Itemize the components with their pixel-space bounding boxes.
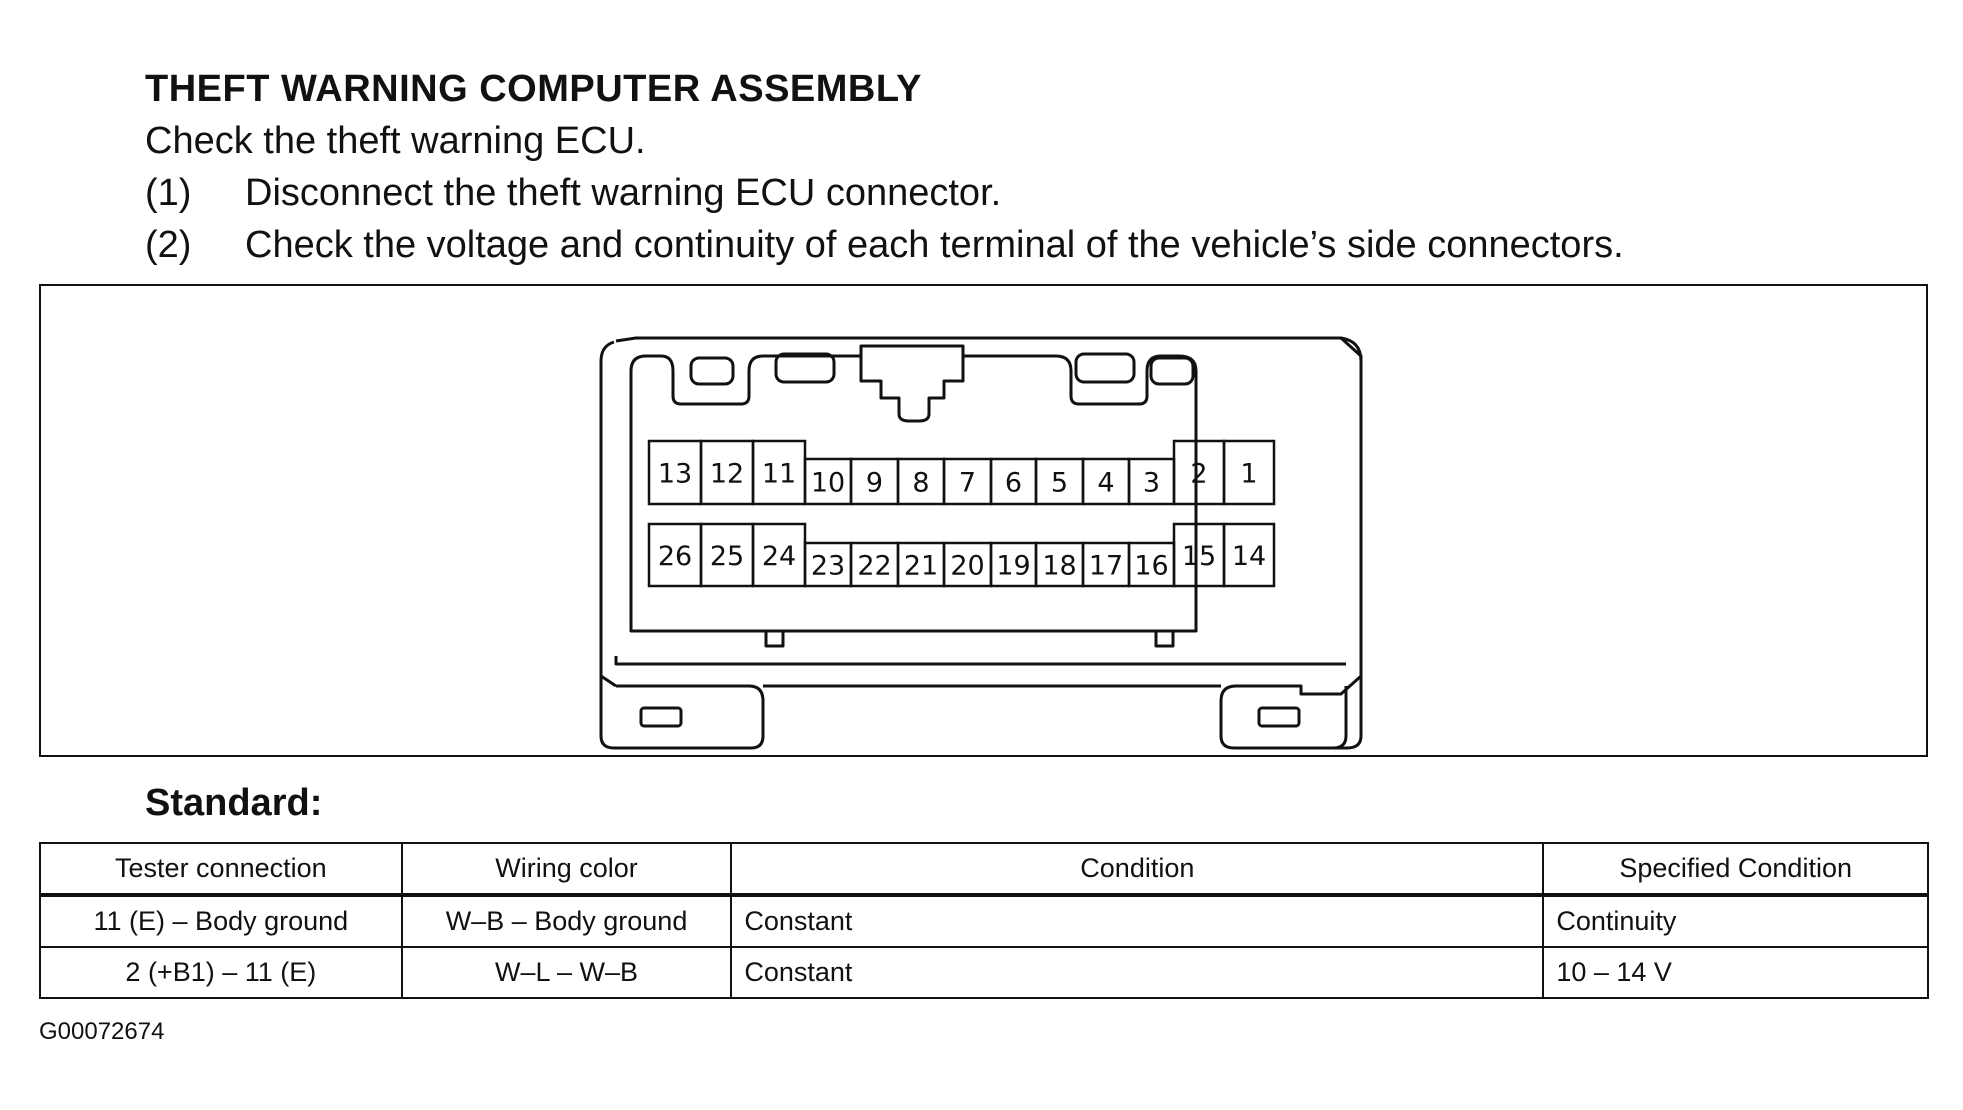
table-row <box>40 947 1928 998</box>
latch-window <box>1076 354 1134 382</box>
step-text: Check the voltage and continuity of each terminal of the vehicle’s side connectors. <box>245 224 1624 266</box>
terminal-number: 14 <box>1231 541 1267 572</box>
table-cell: Continuity <box>1543 895 1928 947</box>
terminal-number: 3 <box>1142 467 1161 499</box>
mount-slot <box>1259 708 1299 726</box>
terminal-number: 13 <box>657 458 693 490</box>
table-cell: Constant <box>731 947 1543 998</box>
terminal-number: 26 <box>657 541 693 572</box>
latch-window <box>776 354 834 382</box>
terminal-number: 15 <box>1181 541 1217 572</box>
terminal-number: 9 <box>865 467 884 499</box>
column-header: Tester connection <box>40 843 402 895</box>
column-header: Condition <box>731 843 1543 895</box>
terminal-number: 25 <box>709 541 745 572</box>
table-cell: 11 (E) – Body ground <box>40 895 402 947</box>
terminal-number: 7 <box>958 467 977 499</box>
terminal-number: 12 <box>709 458 745 490</box>
table-cell: 2 (+B1) – 11 (E) <box>40 947 402 998</box>
table-header-row <box>40 843 1928 895</box>
table-cell: W–L – W–B <box>402 947 732 998</box>
column-header: Specified Condition <box>1543 843 1928 895</box>
terminal-number: 16 <box>1134 550 1169 582</box>
spec-table <box>39 842 1929 999</box>
figure-code: G00072674 <box>39 1018 165 1045</box>
terminal-number: 18 <box>1042 550 1077 582</box>
terminal-number: 20 <box>950 550 985 582</box>
terminal-number: 22 <box>857 550 892 582</box>
terminal-number: 24 <box>761 541 797 572</box>
intro-text: Check the theft warning ECU. <box>145 120 646 162</box>
latch-window <box>1151 358 1193 384</box>
terminal-number: 19 <box>996 550 1031 582</box>
step-text: Disconnect the theft warning ECU connector. <box>245 172 1002 214</box>
table-cell: 10 – 14 V <box>1543 947 1928 998</box>
step-2 <box>145 224 1845 270</box>
terminal-number: 17 <box>1088 550 1124 582</box>
table-cell: W–B – Body ground <box>402 895 732 947</box>
terminal-number: 11 <box>761 458 797 490</box>
step-1 <box>145 172 1845 218</box>
section-heading: THEFT WARNING COMPUTER ASSEMBLY <box>145 68 922 110</box>
terminal-number: 10 <box>810 467 846 499</box>
terminal-number: 4 <box>1097 467 1115 499</box>
step-number: (1) <box>145 172 192 214</box>
terminal-grid <box>649 441 1274 586</box>
table-row <box>40 895 1928 947</box>
step-number: (2) <box>145 224 192 266</box>
table-cell: Constant <box>731 895 1543 947</box>
terminal-number: 2 <box>1190 458 1208 490</box>
connector-figure <box>39 284 1928 757</box>
terminal-number: 21 <box>903 550 939 582</box>
terminal-number: 1 <box>1240 458 1258 490</box>
terminal-number: 6 <box>1004 467 1023 499</box>
connector-diagram <box>41 286 1930 759</box>
terminal-number: 8 <box>912 467 930 499</box>
mount-slot <box>641 708 681 726</box>
latch-window <box>691 358 733 384</box>
terminal-number: 5 <box>1050 467 1069 499</box>
standard-label: Standard: <box>145 782 323 824</box>
column-header: Wiring color <box>402 843 732 895</box>
terminal-number: 23 <box>810 550 846 582</box>
